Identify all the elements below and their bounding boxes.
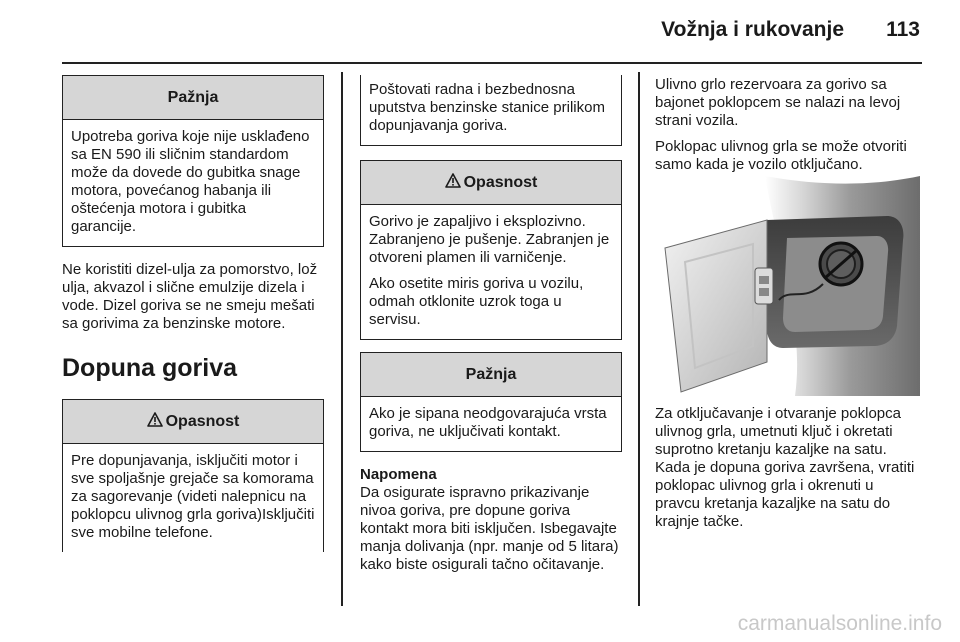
page-number: 113 [886,18,920,41]
warning-triangle-icon [147,412,163,432]
danger-box [62,399,324,552]
note-text: Da osigurate ispravno prikazivanje nivoa goriva, pre dopune goriva kontakt mora biti isključen. Isbegavajte manja dolivanja (npr. manje od 5 litara) kako biste osigurali tačno očitavanje. [360,484,619,573]
caution-text-2: Ako je sipana neodgovarajuća vrsta goriva, ne uključivati kontakt. [369,405,607,440]
danger-heading [63,400,323,444]
filler-location-paragraph: Ulivno grlo rezervoara za gorivo sa bajonet poklopcem se nalazi na levoj strani vozila. [655,76,901,129]
open-close-paragraph: Za otključavanje i otvaranje poklopca ulivnog grla, umetnuti ključ i okretati suprotno kretanju kazaljke na satu. Kada je dopuna goriva završena, vratiti poklopac ulivnog grla i okrenuti u pravcu kretanja kazaljke na satu do krajnje tačke. [655,405,915,530]
column-divider-1 [341,72,343,606]
danger-heading-2 [361,161,621,205]
danger-text-smell: Ako osetite miris goriva u vozilu, odmah otklonite uzrok toga u servisu. [369,275,584,328]
note-title: Napomena [360,466,437,483]
section-title: Dopuna goriva [62,354,238,382]
danger-text: Pre dopunjavanja, isključiti motor i sve spoljašnje grejače sa komorama za sagorevanje (videti nalepnicu na poklopcu ulivnog grla goriva)Isključiti sve mobilne telefone. [71,452,315,541]
fuel-restriction-paragraph: Ne koristiti dizel-ulja za pomorstvo, lož ulja, akvazol i slične emulzije dizela i vode. Dizel goriva se ne smeju mešati sa gorivima za benzinske motore. [62,261,318,332]
caution-text: Upotreba goriva koje nije usklađeno sa EN 590 ili sličnim standardom može da dovede do gubitka snage motora, povećanog habanja ili oštećenja motora i gubitka garancije. [71,128,310,235]
column-2 [360,75,622,574]
column-1 [62,75,324,552]
watermark: carmanualsonline.info [737,612,942,635]
danger-heading-label: Opasnost [165,412,240,430]
continued-text: Poštovati radna i bezbednosna uputstva benzinske stanice prilikom dopunjavanja goriva. [369,81,605,134]
danger-text-flammable: Gorivo je zapaljivo i eksplozivno. Zabranjeno je pušenje. Zabranjen je otvoreni plamen ili varničenje. [369,213,610,266]
continued-box [360,75,622,146]
header-rule [62,62,922,64]
fuel-filler-illustration [655,176,920,396]
chapter-title: Vožnja i rukovanje [661,18,844,41]
page-header [0,0,960,64]
caution-box [62,75,324,247]
danger-box-2 [360,160,622,340]
caution-heading: Pažnja [63,76,323,120]
caution-box-2 [360,352,622,452]
caution-heading-2: Pažnja [361,353,621,397]
filler-unlock-paragraph: Poklopac ulivnog grla se može otvoriti samo kada je vozilo otključano. [655,138,907,173]
warning-triangle-icon [445,173,461,193]
danger-heading-2-label: Opasnost [463,173,538,191]
column-3-lower [655,405,922,531]
column-divider-2 [638,72,640,606]
column-3 [655,76,922,174]
